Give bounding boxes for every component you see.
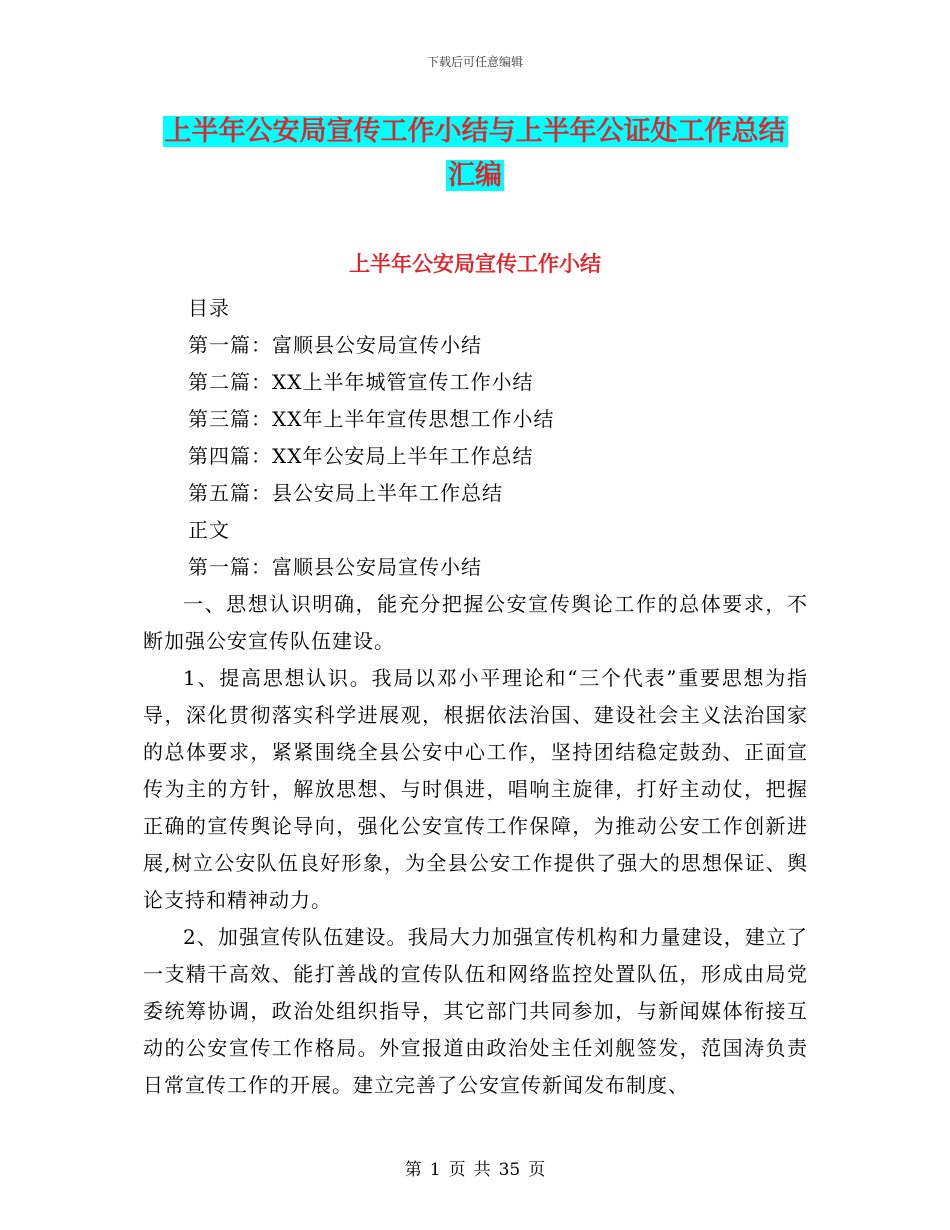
page-number: 1 [429, 1160, 441, 1180]
toc-item: 第三篇：XX年上半年宣传思想工作小结 [188, 407, 555, 431]
paragraph-point2: 2、加强宣传队伍建设。我局大力加强宣传机构和力量建设，建立了一支精干高效、能打善战的宣传队伍和网络监控处置队伍，形成由局党委统筹协调，政治处组织指导，其它部门共同参加，与新闻媒体衔接互动的公安宣传工作格局。外宣报道由政治处主任刘舰签发，范国涛负责日常宣传工作的开展。建立完善了公安宣传新闻发布制度、 [143, 925, 808, 1097]
page-footer [0, 1155, 950, 1180]
toc-item: 第五篇：县公安局上半年工作总结 [188, 481, 503, 505]
header-note: 下载后可任意编辑 [426, 55, 523, 69]
toc-heading: 目录 [188, 296, 230, 320]
footer-suffix: 页 [528, 1160, 546, 1180]
body-heading: 正文 [188, 518, 230, 542]
main-title-line2: 汇编 [448, 160, 502, 191]
chapter-title: 第一篇：富顺县公安局宣传小结 [188, 555, 482, 579]
total-pages: 35 [498, 1160, 521, 1180]
toc-item: 第四篇：XX年公安局上半年工作总结 [188, 444, 534, 468]
section-title: 上半年公安局宣传工作小结 [349, 252, 601, 276]
footer-page-label: 页 [448, 1160, 466, 1180]
footer-prefix: 第 [404, 1160, 422, 1180]
main-title [140, 110, 810, 198]
toc-item: 第二篇：XX上半年城管宣传工作小结 [188, 370, 534, 394]
paragraph-section1: 一、思想认识明确，能充分把握公安宣传舆论工作的总体要求，不断加强公安宣传队伍建设。 [143, 592, 808, 653]
main-title-line1: 上半年公安局宣传工作小结与上半年公证处工作总结 [164, 116, 786, 147]
footer-total-label: 共 [473, 1160, 491, 1180]
document-body [143, 290, 808, 1104]
paragraph-point1: 1、提高思想认识。我局以邓小平理论和“三个代表”重要思想为指导，深化贯彻落实科学进展观，根据依法治国、建设社会主义法治国家的总体要求，紧紧围绕全县公安中心工作，坚持团结稳定鼓劲、正面宣传为主的方针，解放思想、与时俱进，唱响主旋律，打好主动仗，把握正确的宣传舆论导向，强化公安宣传工作保障，为推动公安工作创新进展,树立公安队伍良好形象，为全县公安工作提供了强大的思想保证、舆论支持和精神动力。 [143, 666, 808, 912]
toc-item: 第一篇：富顺县公安局宣传小结 [188, 333, 482, 357]
